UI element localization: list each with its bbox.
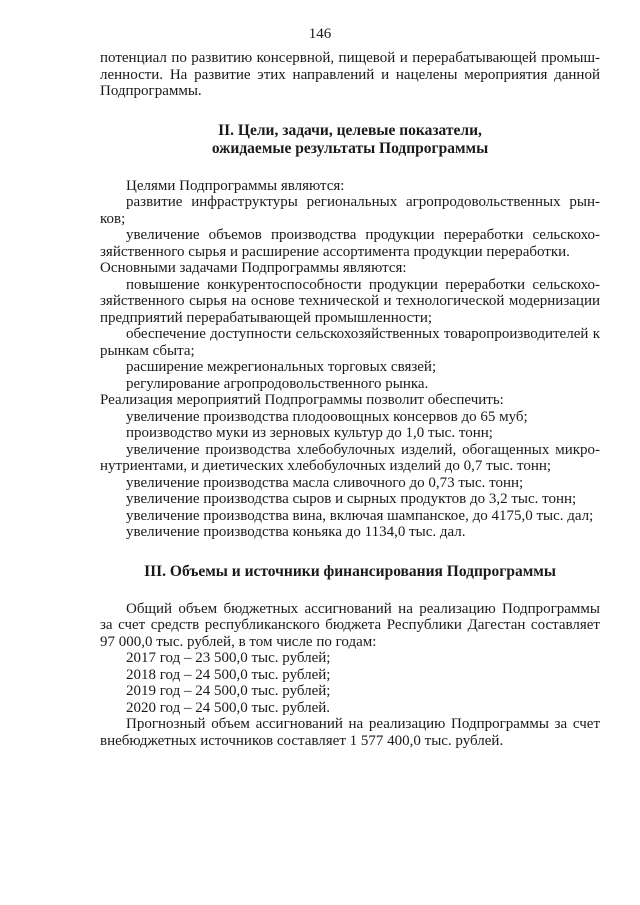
tasks-intro: Основными задачами Подпрограммы являются: xyxy=(100,260,407,276)
section-2-heading: II. Цели, задачи, целевые показатели, xyxy=(218,121,482,139)
intro-line: ленности. На развитие этих направлений и нацелены мероприятия данной xyxy=(100,66,600,83)
section-2-heading: ожидаемые результаты Подпрограммы xyxy=(211,139,489,157)
funding-total: Общий объем бюджетных ассигнований на реализацию Подпрограммы за счет средств республиканского бюджета Республики Дагестан составляет 97 000,0 тыс. рублей, в том числе по годам: xyxy=(100,600,600,650)
page-number: 146 xyxy=(308,26,332,42)
result-item: увеличение производства масла сливочного до 0,73 тыс. тонн; xyxy=(126,474,524,491)
funding-year: 2018 год – 24 500,0 тыс. рублей; xyxy=(126,666,331,683)
goal-item: увеличение объемов производства продукции переработки сельскохо-зяйственного сырья и расширение ассортимента продукции переработки. xyxy=(100,227,600,260)
funding-forecast: Прогнозный объем ассигнований на реализацию Подпрограммы за счет внебюджетных источников составляет 1 577 400,0 тыс. рублей. xyxy=(100,716,600,749)
results-intro: Реализация мероприятий Подпрограммы позволит обеспечить: xyxy=(100,392,504,408)
page-content xyxy=(100,50,600,749)
result-item: увеличение производства сыров и сырных продуктов до 3,2 тыс. тонн; xyxy=(126,491,577,507)
funding-year: 2019 год – 24 500,0 тыс. рублей; xyxy=(126,683,331,699)
result-item: увеличение производства хлебобулочных изделий, обогащенных микро-нутриентами, и диетических хлебобулочных изделий до 0,7 тыс. тонн; xyxy=(100,441,600,474)
section-3-heading: III. Объемы и источники финансирования Подпрограммы xyxy=(144,562,556,580)
goal-item: развитие инфраструктуры региональных агропродовольственных рын-ков; xyxy=(100,194,600,227)
result-item: увеличение производства плодоовощных консервов до 65 муб; xyxy=(126,408,528,425)
funding-year: 2020 год – 24 500,0 тыс. рублей. xyxy=(126,699,331,716)
result-item: увеличение производства коньяка до 1134,0 тыс. дал. xyxy=(126,524,466,540)
task-item: повышение конкурентоспособности продукции переработки сельскохо-зяйственного сырья на основе технической и технологической модернизации предприятий перерабатывающей промышленности; xyxy=(100,276,600,326)
result-item: производство муки из зерновых культур до 1,0 тыс. тонн; xyxy=(126,425,493,441)
task-item: обеспечение доступности сельскохозяйственных товаропроизводителей к рынкам сбыта; xyxy=(100,326,600,359)
task-item: регулирование агропродовольственного рынка. xyxy=(126,375,429,392)
funding-year: 2017 год – 23 500,0 тыс. рублей; xyxy=(126,650,331,666)
intro-line: потенциал по развитию консервной, пищевой и перерабатывающей промыш- xyxy=(100,50,600,66)
task-item: расширение межрегиональных торговых связей; xyxy=(126,359,437,375)
goals-intro: Целями Подпрограммы являются: xyxy=(126,177,345,194)
intro-line: Подпрограммы. xyxy=(100,83,202,99)
result-item: увеличение производства вина, включая шампанское, до 4175,0 тыс. дал; xyxy=(126,507,594,524)
